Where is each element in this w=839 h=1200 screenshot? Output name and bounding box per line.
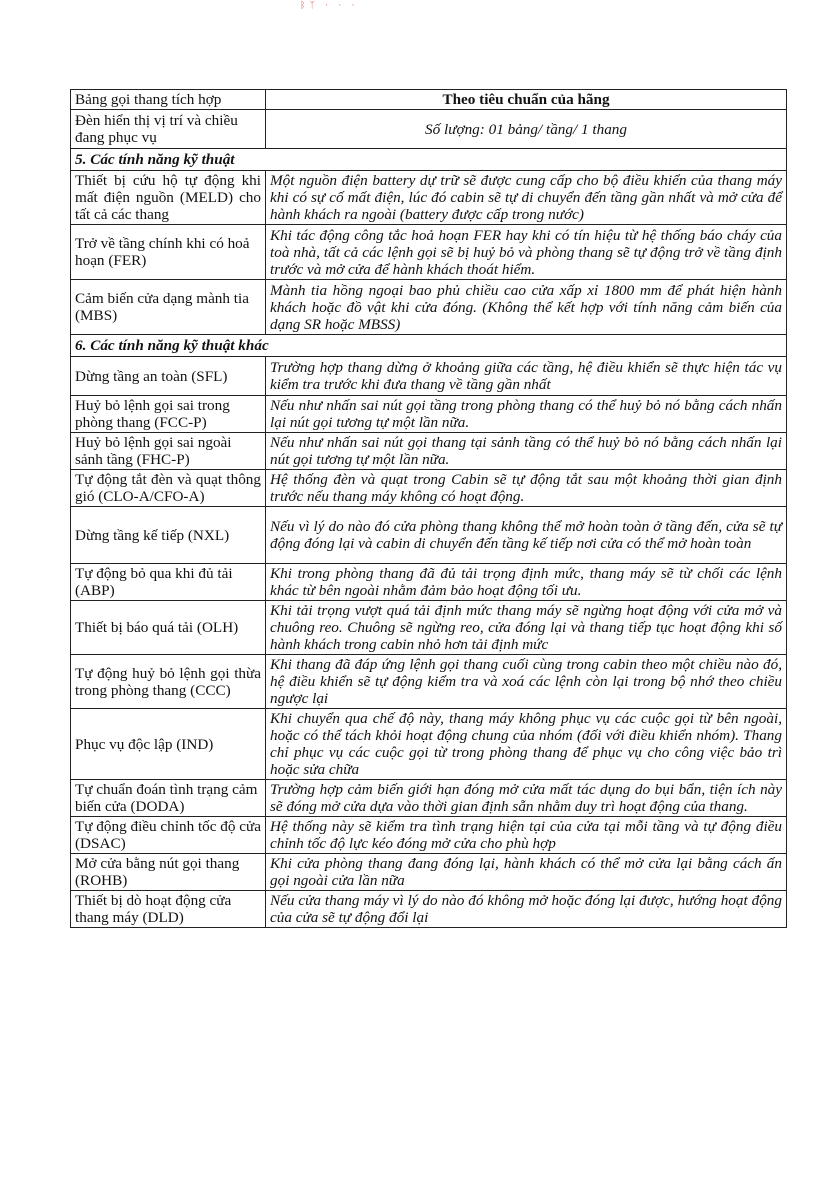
- row-desc: Nếu cửa thang máy vì lý do nào đó không mở hoặc đóng lại được, hướng hoạt động của cửa sẽ tự động đổi lại: [266, 891, 787, 928]
- table-row: [71, 396, 787, 433]
- table-row: [71, 601, 787, 655]
- table-row: [71, 709, 787, 780]
- row-name: Thiết bị báo quá tải (OLH): [71, 601, 266, 655]
- row-desc: Hệ thống đèn và quạt trong Cabin sẽ tự động tắt sau một khoảng thời gian định trước nếu thang máy không có hoạt động.: [266, 470, 787, 507]
- quantity-text: Số lượng: 01 bảng/ tầng/ 1 thang: [266, 110, 787, 149]
- table-row: [71, 507, 787, 564]
- row-name: Thiết bị dò hoạt động cửa thang máy (DLD): [71, 891, 266, 928]
- scan-marks: ᛒᛉ · · ·: [300, 0, 359, 10]
- row-name: Huỷ bỏ lệnh gọi sai ngoài sảnh tầng (FHC-P): [71, 433, 266, 470]
- table-row: [71, 280, 787, 335]
- row-name: Dừng tầng an toàn (SFL): [71, 357, 266, 396]
- row-desc: Khi cửa phòng thang đang đóng lại, hành khách có thể mở cửa lại bằng cách ấn gọi ngoài cửa lần nữa: [266, 854, 787, 891]
- table-row: [71, 470, 787, 507]
- table-row: [71, 357, 787, 396]
- table-row: [71, 225, 787, 280]
- row-name: Tự động tắt đèn và quạt thông gió (CLO-A/CFO-A): [71, 470, 266, 507]
- table-row: [71, 90, 787, 110]
- row-name: Thiết bị cứu hộ tự động khi mất điện nguồn (MELD) cho tất cả các thang: [71, 171, 266, 225]
- row-name: Đèn hiển thị vị trí và chiều đang phục vụ: [71, 110, 266, 149]
- row-desc: Khi tải trọng vượt quá tải định mức thang máy sẽ ngừng hoạt động với cửa mở và chuông reo. Chuông sẽ ngừng reo, cửa đóng lại và thang tiếp tục hoạt động khi số hành khách trong cabin nhỏ hơn tải định mức: [266, 601, 787, 655]
- row-name: Trở về tầng chính khi có hoả hoạn (FER): [71, 225, 266, 280]
- table-row: [71, 171, 787, 225]
- section-title: 6. Các tính năng kỹ thuật khác: [71, 335, 787, 357]
- section-row: [71, 335, 787, 357]
- spec-table: [70, 89, 787, 928]
- row-name: Phục vụ độc lập (IND): [71, 709, 266, 780]
- row-desc: Nếu như nhấn sai nút gọi thang tại sảnh tầng có thể huỷ bỏ nó bằng cách nhấn lại nút gọi tương tự một lần nữa.: [266, 433, 787, 470]
- row-desc: Trường hợp thang dừng ở khoảng giữa các tầng, hệ điều khiển sẽ thực hiện tác vụ kiểm tra trước khi đưa thang về tầng gần nhất: [266, 357, 787, 396]
- table-row: [71, 433, 787, 470]
- row-desc: Một nguồn điện battery dự trữ sẽ được cung cấp cho bộ điều khiển của thang máy khi có sự cố mất điện, lúc đó cabin sẽ tự di chuyển đến tầng gần nhất và mở cửa để hành khách ra ngoài (battery được cấp trong nước): [266, 171, 787, 225]
- table-row: [71, 891, 787, 928]
- table-row: [71, 655, 787, 709]
- row-name: Tự động huỷ bỏ lệnh gọi thừa trong phòng thang (CCC): [71, 655, 266, 709]
- row-desc: Nếu như nhấn sai nút gọi tầng trong phòng thang có thể huỷ bỏ nó bằng cách nhấn lại nút gọi tương tự một lần nữa.: [266, 396, 787, 433]
- row-desc: Nếu vì lý do nào đó cửa phòng thang không thể mở hoàn toàn ở tầng đến, cửa sẽ tự động đóng lại và cabin di chuyển đến tầng kế tiếp nơi cửa có thể mở hoàn toàn: [266, 507, 787, 564]
- row-desc: Mành tia hồng ngoại bao phủ chiều cao cửa xấp xỉ 1800 mm để phát hiện hành khách hoặc đồ vật khi cửa đóng. (Không thể kết hợp với tính năng cảm biến của dạng SR hoặc MBSS): [266, 280, 787, 335]
- row-desc: Khi tác động công tắc hoả hoạn FER hay khi có tín hiệu từ hệ thống báo cháy của toà nhà, tất cả các lệnh gọi sẽ bị huỷ bỏ và phòng thang sẽ tự động trở về tầng định trước và mở cửa để hành khách thoát hiểm.: [266, 225, 787, 280]
- row-name: Tự chuẩn đoán tình trạng cảm biến cửa (DODA): [71, 780, 266, 817]
- table-row: [71, 780, 787, 817]
- row-desc: Khi trong phòng thang đã đủ tải trọng định mức, thang máy sẽ từ chối các lệnh khác từ bên ngoài nhằm đảm bảo hoạt động tối ưu.: [266, 564, 787, 601]
- row-desc: Hệ thống này sẽ kiểm tra tình trạng hiện tại của cửa tại mỗi tầng và tự động điều chỉnh tốc độ lực kéo đóng mở cửa cho phù hợp: [266, 817, 787, 854]
- row-desc: Khi thang đã đáp ứng lệnh gọi thang cuối cùng trong cabin theo một chiều nào đó, hệ điều khiển sẽ tự động kiểm tra và xoá các lệnh còn lại trong bộ nhớ theo chiều ngược lại: [266, 655, 787, 709]
- section-title: 5. Các tính năng kỹ thuật: [71, 149, 787, 171]
- table-row: [71, 817, 787, 854]
- row-name: Mở cửa bằng nút gọi thang (ROHB): [71, 854, 266, 891]
- table-row: [71, 110, 787, 149]
- section-row: [71, 149, 787, 171]
- row-desc: Trường hợp cảm biến giới hạn đóng mở cửa mất tác dụng do bụi bẩn, tiện ích này sẽ đóng mở cửa dựa vào thời gian định sẵn nhằm duy trì hoạt động của thang.: [266, 780, 787, 817]
- row-name: Bảng gọi thang tích hợp: [71, 90, 266, 110]
- row-name: Huỷ bỏ lệnh gọi sai trong phòng thang (FCC-P): [71, 396, 266, 433]
- table-row: [71, 564, 787, 601]
- row-name: Cảm biến cửa dạng mành tia (MBS): [71, 280, 266, 335]
- row-desc: Khi chuyển qua chế độ này, thang máy không phục vụ các cuộc gọi từ bên ngoài, hoặc có thể tách khỏi hoạt động chung của nhóm (đối với điều khiển nhóm). Thang chỉ phục vụ các cuộc gọi từ trong phòng thang để phục vụ cho công việc bảo trì hoặc sửa chữa: [266, 709, 787, 780]
- standard-header: Theo tiêu chuẩn của hãng: [266, 90, 787, 110]
- row-name: Tự động điều chỉnh tốc độ cửa (DSAC): [71, 817, 266, 854]
- row-name: Tự động bỏ qua khi đủ tải (ABP): [71, 564, 266, 601]
- row-name: Dừng tầng kế tiếp (NXL): [71, 507, 266, 564]
- table-row: [71, 854, 787, 891]
